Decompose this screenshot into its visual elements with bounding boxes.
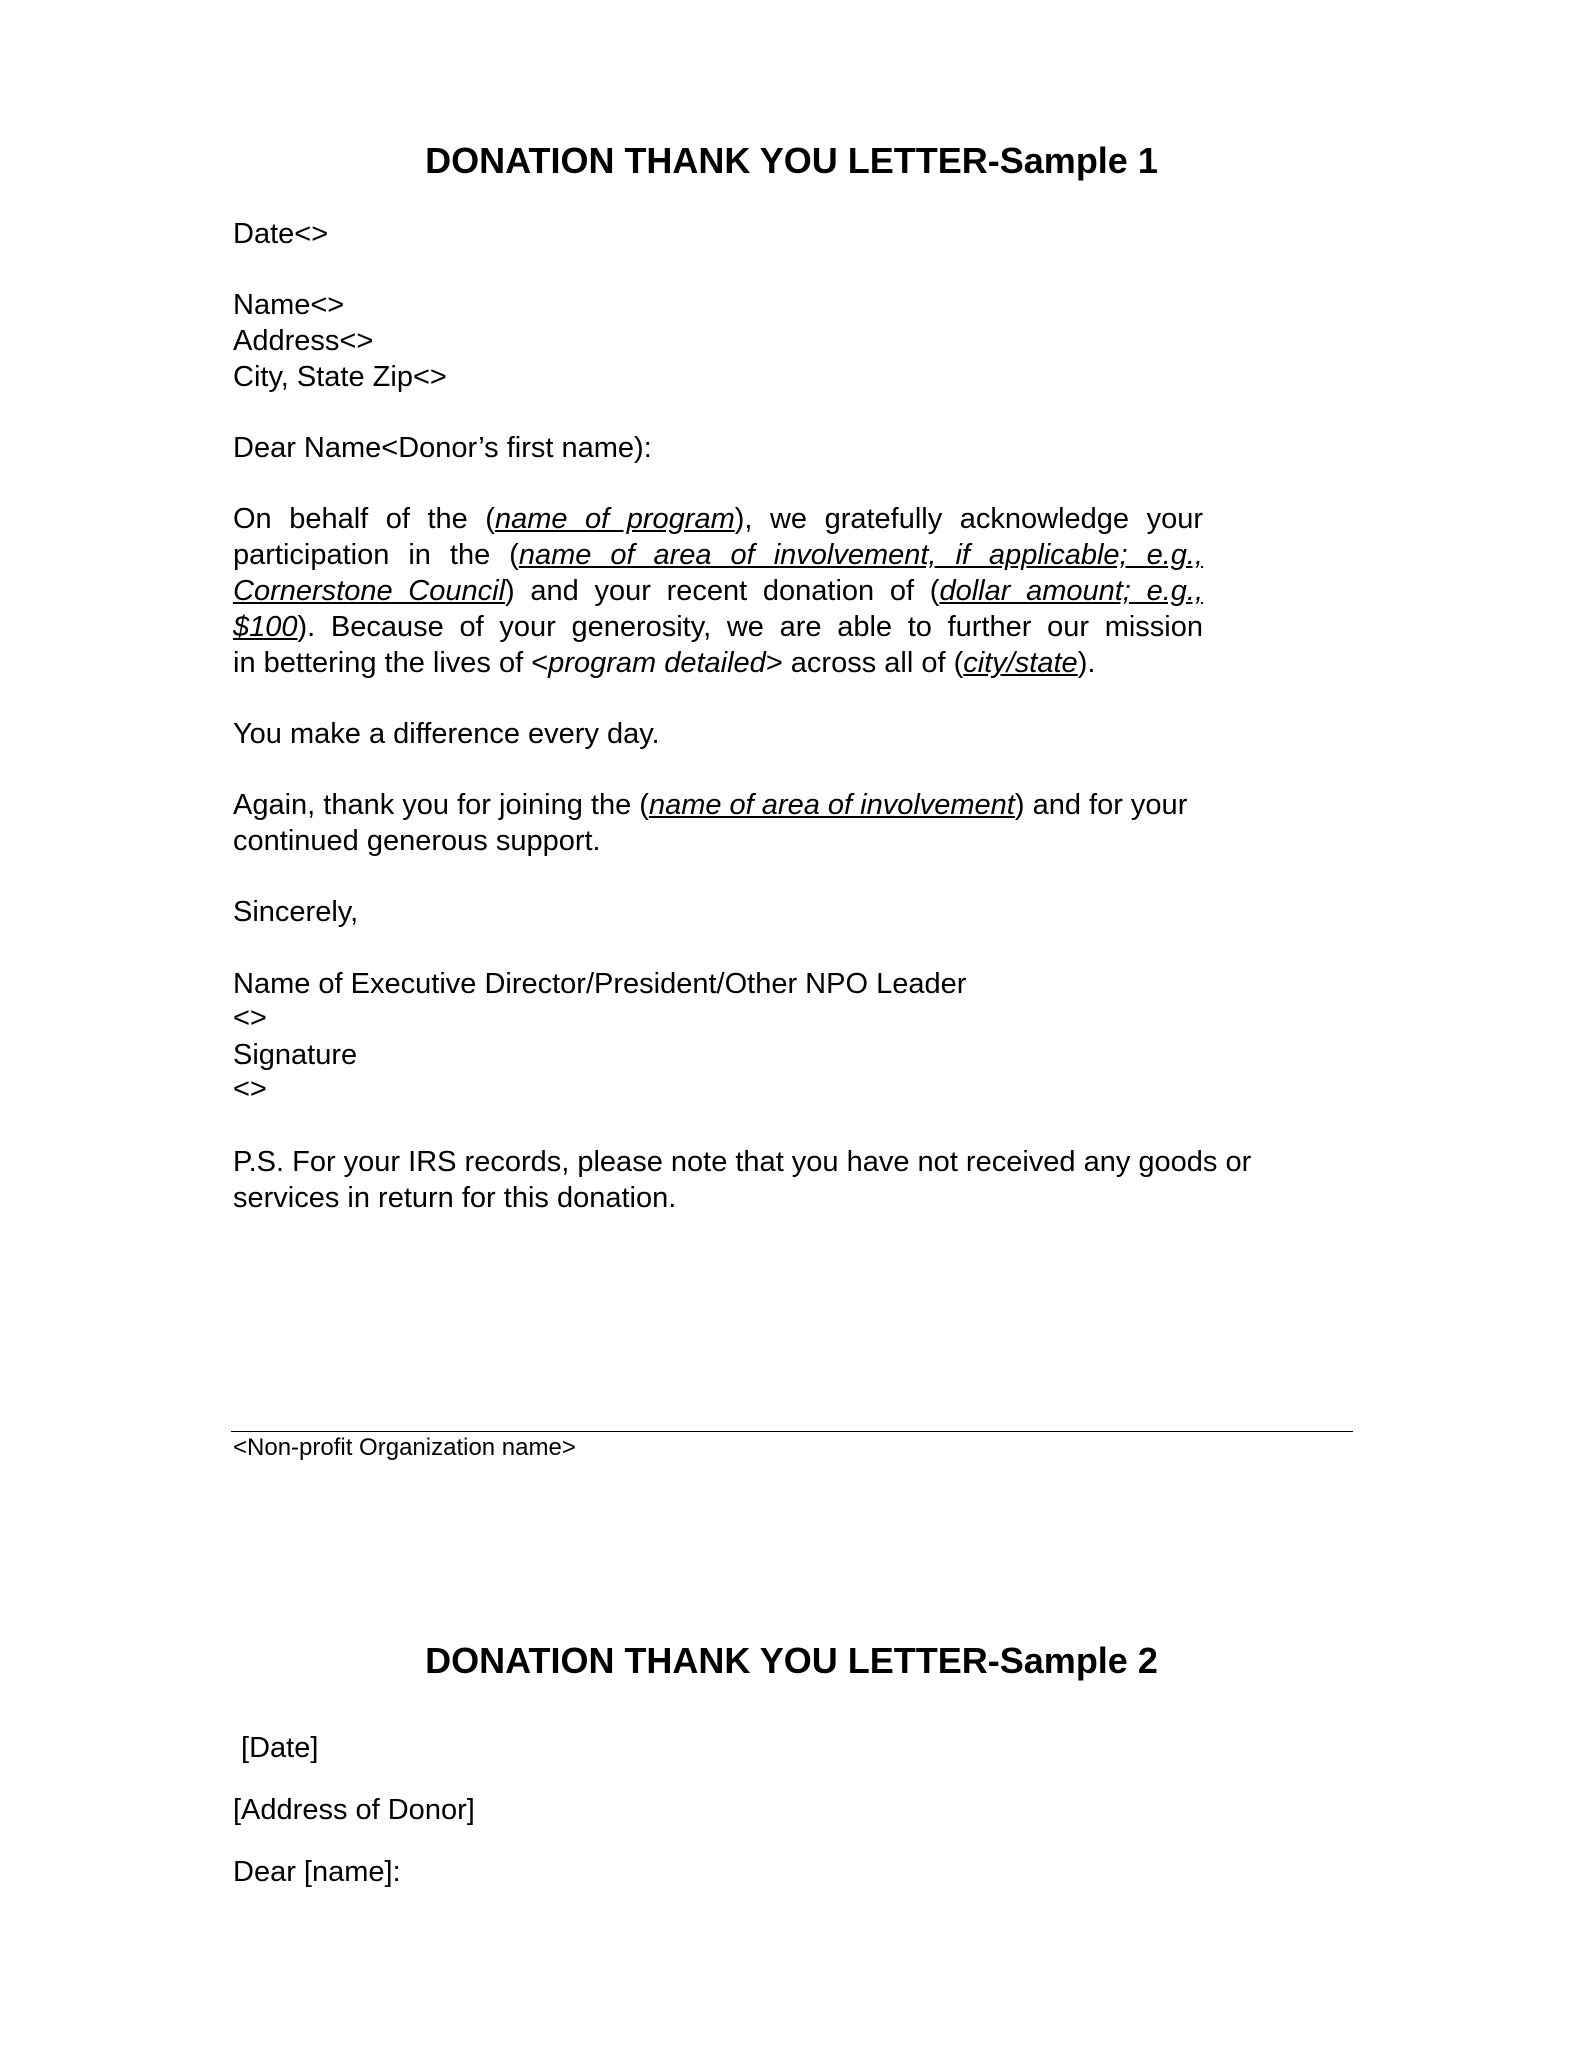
sample2-donor-address: [Address of Donor] [233, 1794, 475, 1826]
signature-blank: <> [233, 1073, 267, 1105]
footer-divider [231, 1431, 1353, 1432]
recipient-address: Address<> [233, 325, 374, 357]
recipient-name: Name<> [233, 289, 345, 321]
ps-line-1: P.S. For your IRS records, please note that you have not received any goods or [233, 1146, 1252, 1178]
sample2-salutation: Dear [name]: [233, 1856, 401, 1888]
placeholder-program-name: name of program [494, 503, 735, 535]
thanks-paragraph: Again, thank you for joining the (name of area of involvement) and for your continued generous support. [233, 789, 1188, 857]
acknowledgement-paragraph: On behalf of the (name of program), we gratefully acknowledge your participation in the (name of area of involvement, if applicable; e.g., Cornerstone Council) and your recent donation of (dollar amount; e.g., $100). Because of your generosity, we are able to further our mission in bettering the lives of <program detailed> across all of (city/state). [233, 503, 1203, 679]
placeholder-city-state: city/state [963, 647, 1078, 679]
signer-name: Name of Executive Director/President/Other NPO Leader [233, 968, 967, 1000]
signature-label: Signature [233, 1039, 358, 1071]
difference-paragraph: You make a difference every day. [233, 718, 660, 750]
signer-blank: <> [233, 1002, 267, 1034]
date-line: Date<> [233, 218, 329, 250]
placeholder-area-involvement: name of area of involvement, if applicable; e.g., [518, 539, 1203, 571]
placeholder-area-involvement-2: name of area of involvement [648, 789, 1015, 821]
ps-line-2: services in return for this donation. [233, 1182, 677, 1214]
placeholder-program-detailed: program detailed [548, 647, 766, 679]
salutation: Dear Name<Donor’s first name): [233, 432, 652, 464]
placeholder-dollar-amount: dollar amount; e.g., [939, 575, 1203, 607]
closing: Sincerely, [233, 896, 359, 928]
sample1-title: DONATION THANK YOU LETTER-Sample 1 [425, 140, 1158, 181]
sample2-date: [Date] [233, 1732, 319, 1764]
recipient-city-state-zip: City, State Zip<> [233, 361, 447, 393]
footer-organization-name: <Non-profit Organization name> [233, 1434, 576, 1461]
sample2-title: DONATION THANK YOU LETTER-Sample 2 [425, 1640, 1158, 1681]
